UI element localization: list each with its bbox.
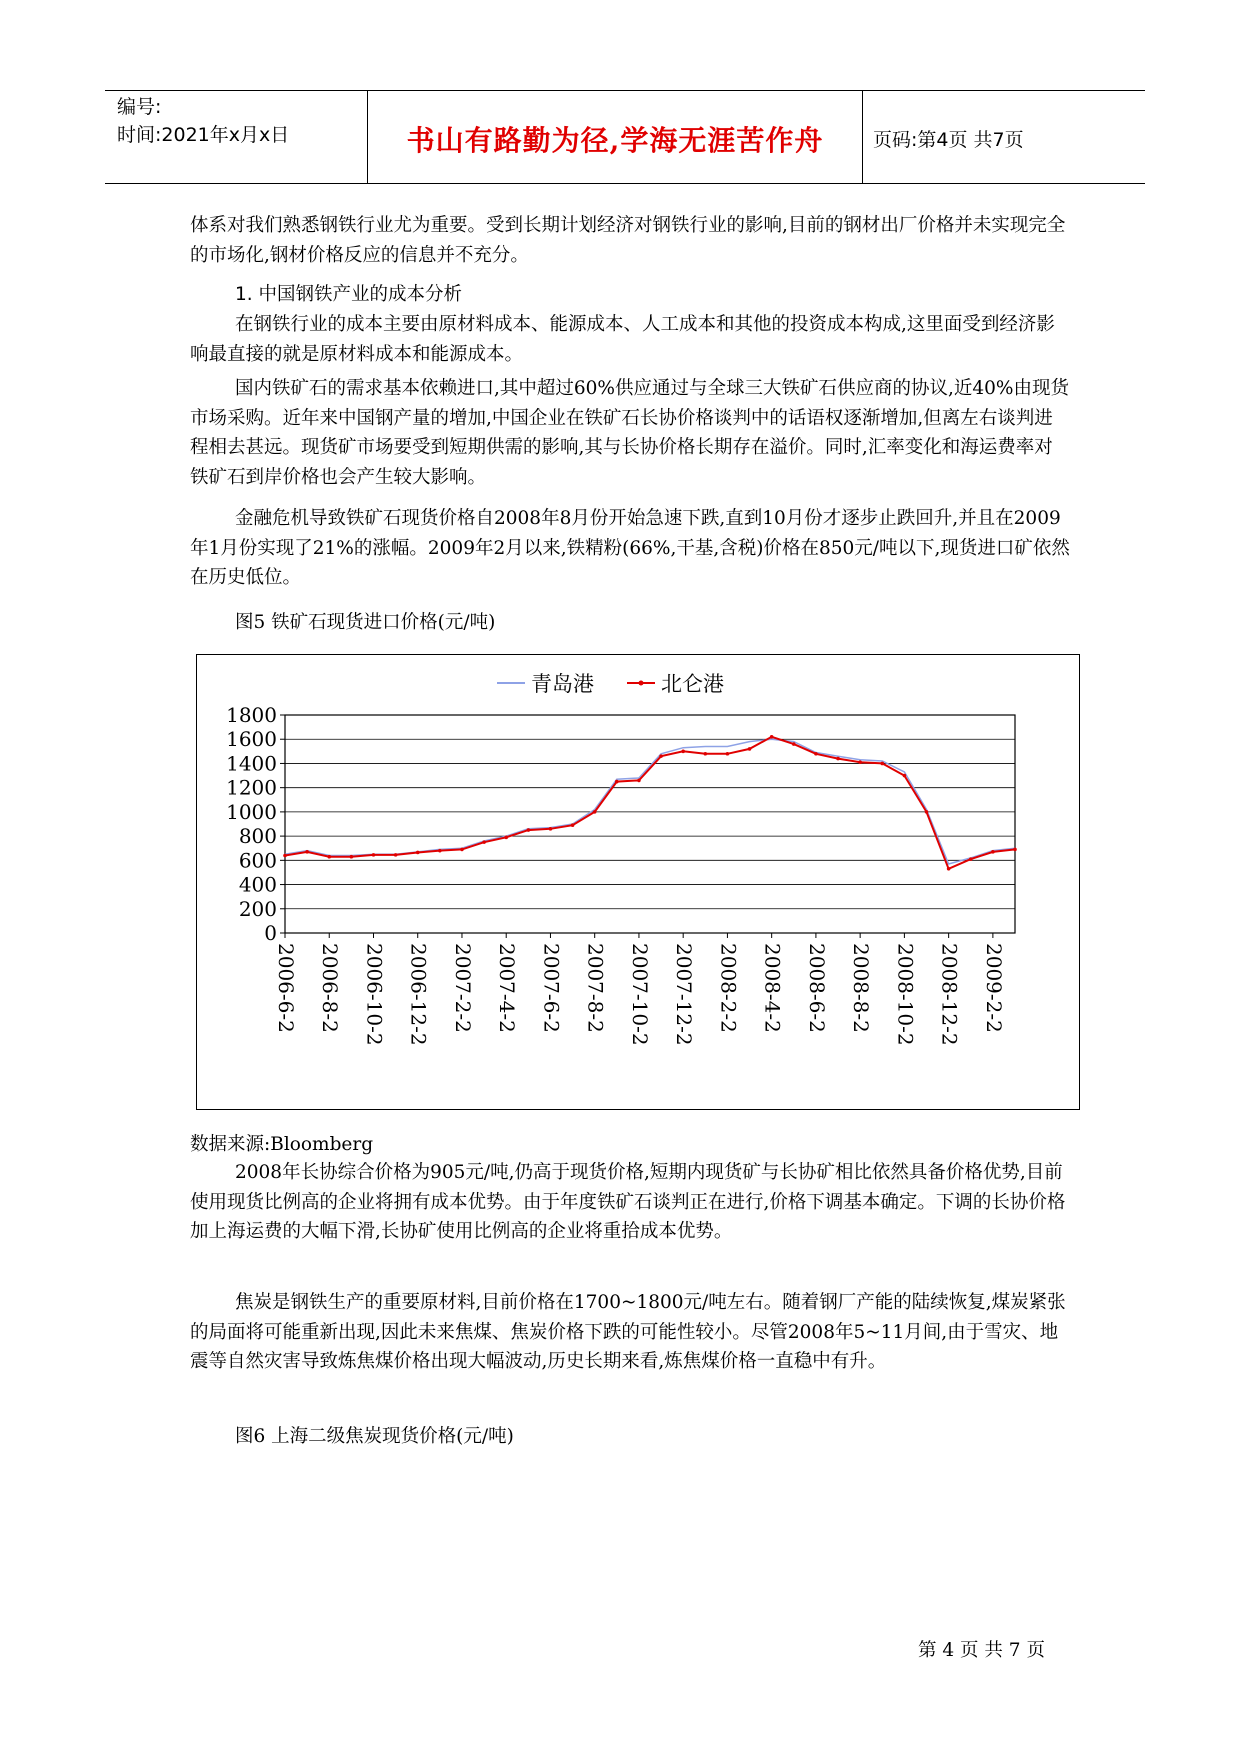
series-point [858, 760, 862, 764]
x-tick-label: 2006-12-2 [406, 943, 431, 1046]
series-point [991, 850, 995, 854]
x-tick-label: 2007-8-2 [583, 943, 608, 1033]
y-tick-label: 1400 [226, 751, 277, 776]
x-tick-label: 2008-4-2 [760, 943, 785, 1033]
header-motto: 书山有路勤为径,学海无涯苦作舟 [406, 124, 824, 157]
series-point [549, 827, 553, 831]
data-source: 数据来源:Bloomberg [190, 1134, 374, 1155]
header-divider [862, 91, 863, 183]
y-tick-label: 0 [264, 921, 277, 945]
section-heading: 1. 中国钢铁产业的成本分析 [235, 284, 463, 305]
x-tick-label: 2008-12-2 [937, 943, 962, 1046]
series-point [726, 752, 730, 756]
paragraph-3: 国内铁矿石的需求基本依赖进口,其中超过60%供应通过与全球三大铁矿石供应商的协议,近40%由现货市场采购。近年来中国钢产量的增加,中国企业在铁矿石长协价格谈判中的话语权逐渐增加,但离左右谈判进程相去甚远。现货矿市场要受到短期供需的影响,其与长协价格长期存在溢价。同时,汇率变化和海运费率对铁矿石到岸价格也会产生较大影响。 [190, 378, 1070, 488]
series-point [681, 750, 685, 754]
figure-5-caption: 图5 铁矿石现货进口价格(元/吨) [235, 612, 496, 633]
series-point [438, 849, 442, 853]
x-tick-label: 2007-4-2 [495, 943, 520, 1033]
x-tick-label: 2008-2-2 [716, 943, 741, 1033]
page-footer: 第 4 页 共 7 页 [918, 1640, 1045, 1661]
legend-label: 青岛港 [531, 672, 594, 696]
series-point [704, 752, 708, 756]
series-point [969, 857, 973, 861]
header-number-label: 编号: [117, 96, 162, 118]
series-point [880, 762, 884, 766]
series-point [350, 855, 354, 859]
paragraph-5: 2008年长协综合价格为905元/吨,仍高于现货价格,短期内现货矿与长协矿相比依然具备价格优势,目前使用现货比例高的企业将拥有成本优势。由于年度铁矿石谈判正在进行,价格下调基本确定。下调的长协价格加上海运费的大幅下滑,长协矿使用比例高的企业将重拾成本优势。 [190, 1162, 1066, 1242]
header-left [117, 93, 289, 149]
paragraph-1: 体系对我们熟悉钢铁行业尤为重要。受到长期计划经济对钢铁行业的影响,目前的钢材出厂价格并未实现完全的市场化,钢材价格反应的信息并不充分。 [190, 215, 1066, 266]
series-point [659, 754, 663, 758]
plot-area [285, 715, 1015, 933]
series-point [903, 774, 907, 778]
series-point [305, 850, 309, 854]
legend-label: 北仑港 [661, 672, 724, 696]
y-tick-label: 200 [238, 896, 277, 921]
series-point [925, 810, 929, 814]
series-point [283, 854, 287, 858]
x-tick-label: 2007-6-2 [539, 943, 564, 1033]
chart-canvas [197, 655, 1079, 1109]
x-tick-label: 2008-8-2 [849, 943, 874, 1033]
y-tick-label: 1800 [226, 703, 277, 727]
series-point [394, 853, 398, 857]
x-tick-label: 2008-6-2 [804, 943, 829, 1033]
series-point [571, 823, 575, 827]
x-tick-label: 2007-10-2 [627, 943, 652, 1046]
series-point [504, 836, 508, 840]
series-point [637, 779, 641, 783]
x-tick-label: 2006-6-2 [274, 943, 298, 1033]
figure-6-caption: 图6 上海二级焦炭现货价格(元/吨) [235, 1426, 514, 1447]
series-point [527, 828, 531, 832]
y-tick-label: 1200 [226, 775, 277, 800]
x-tick-label: 2008-10-2 [893, 943, 918, 1046]
y-tick-label: 1000 [226, 799, 277, 824]
y-tick-label: 1600 [226, 727, 277, 752]
x-tick-label: 2009-2-2 [981, 943, 1006, 1033]
series-point [372, 853, 376, 857]
series-point [482, 840, 486, 844]
y-tick-label: 800 [238, 824, 277, 849]
header-time-label: 时间:2021年x月x日 [117, 124, 290, 146]
series-point [593, 810, 597, 814]
series-point [615, 780, 619, 784]
series-point [836, 757, 840, 761]
iron-ore-price-chart [196, 654, 1080, 1110]
series-point [1013, 848, 1017, 852]
paragraph-6: 焦炭是钢铁生产的重要原材料,目前价格在1700~1800元/吨左右。随着钢厂产能的陆续恢复,煤炭紧张的局面将可能重新出现,因此未来焦煤、焦炭价格下跌的可能性较小。尽管2008年5~11月间,由于雪灾、地震等自然灾害导致炼焦煤价格出现大幅波动,历史长期来看,炼焦煤价格一直稳中有升。 [190, 1292, 1066, 1372]
series-point [792, 742, 796, 746]
x-tick-label: 2007-2-2 [450, 943, 475, 1033]
paragraph-2: 在钢铁行业的成本主要由原材料成本、能源成本、人工成本和其他的投资成本构成,这里面受到经济影响最直接的就是原材料成本和能源成本。 [190, 314, 1055, 365]
header-divider [367, 91, 368, 183]
series-point [770, 735, 774, 739]
series-point [460, 848, 464, 852]
x-tick-label: 2007-12-2 [672, 943, 697, 1046]
series-point [748, 747, 752, 751]
y-tick-label: 400 [238, 872, 277, 897]
series-point [814, 752, 818, 756]
legend-marker [639, 681, 644, 686]
page-header [105, 90, 1145, 184]
paragraph-4: 金融危机导致铁矿石现货价格自2008年8月份开始急速下跌,直到10月份才逐步止跌回升,并且在2009年1月份实现了21%的涨幅。2009年2月以来,铁精粉(66%,干基,含税)价格在850元/吨以下,现货进口矿依然在历史低位。 [190, 508, 1070, 588]
series-point [327, 855, 331, 859]
header-page-info: 页码:第4页 共7页 [873, 129, 1024, 151]
x-tick-label: 2006-10-2 [362, 943, 387, 1046]
x-tick-label: 2006-8-2 [318, 943, 343, 1033]
y-tick-label: 600 [238, 848, 277, 873]
series-point [947, 867, 951, 871]
series-point [416, 851, 420, 855]
